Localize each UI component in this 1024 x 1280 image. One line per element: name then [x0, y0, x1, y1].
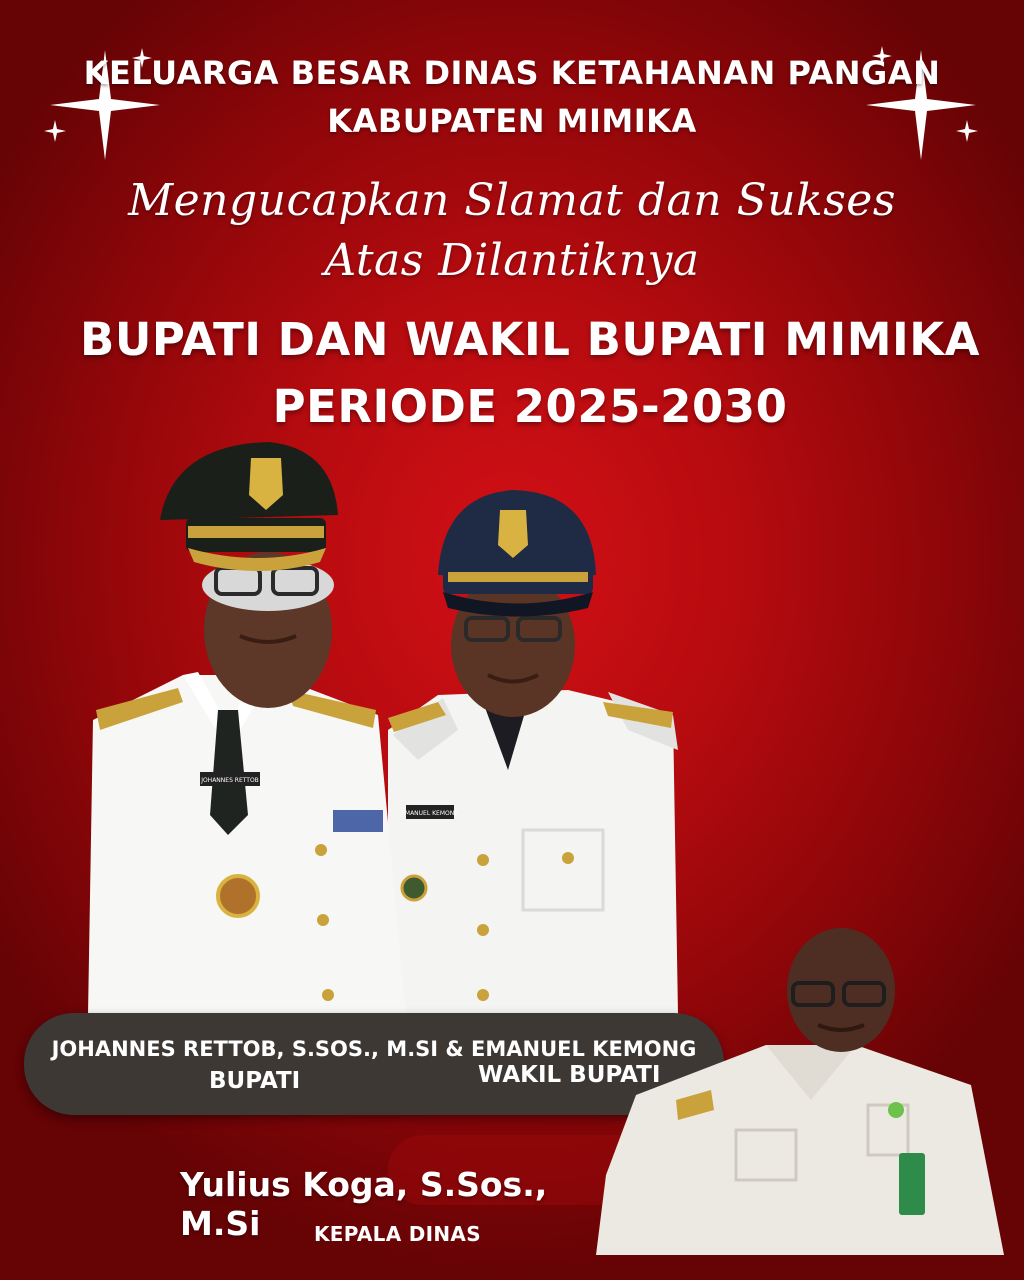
wakil-bupati-role: WAKIL BUPATI — [478, 1062, 661, 1088]
period-title: PERIODE 2025-2030 — [272, 380, 788, 433]
bupati-nametag: JOHANNES RETTOB — [201, 777, 259, 784]
kepala-dinas-photo — [596, 925, 1006, 1265]
officials-names: JOHANNES RETTOB, S.SOS., M.SI & EMANUEL KEMONG — [51, 1037, 697, 1061]
bupati-role: BUPATI — [209, 1068, 301, 1094]
bupati-figure — [88, 442, 406, 1015]
kepala-dinas-title: KEPALA DINAS — [314, 1222, 481, 1246]
regency-name: KABUPATEN MIMIKA — [327, 102, 697, 140]
kepala-dinas-name: Yulius Koga, S.Sos., M.Si — [180, 1165, 548, 1243]
greeting-line-1: Mengucapkan Slamat dan Sukses — [128, 175, 896, 226]
main-title: BUPATI DAN WAKIL BUPATI MIMIKA — [80, 313, 980, 366]
greeting-line-2: Atas Dilantiknya — [324, 235, 700, 286]
wakil-nametag: EMANUEL KEMONG — [401, 810, 459, 817]
organization-name: KELUARGA BESAR DINAS KETAHANAN PANGAN — [83, 54, 941, 92]
